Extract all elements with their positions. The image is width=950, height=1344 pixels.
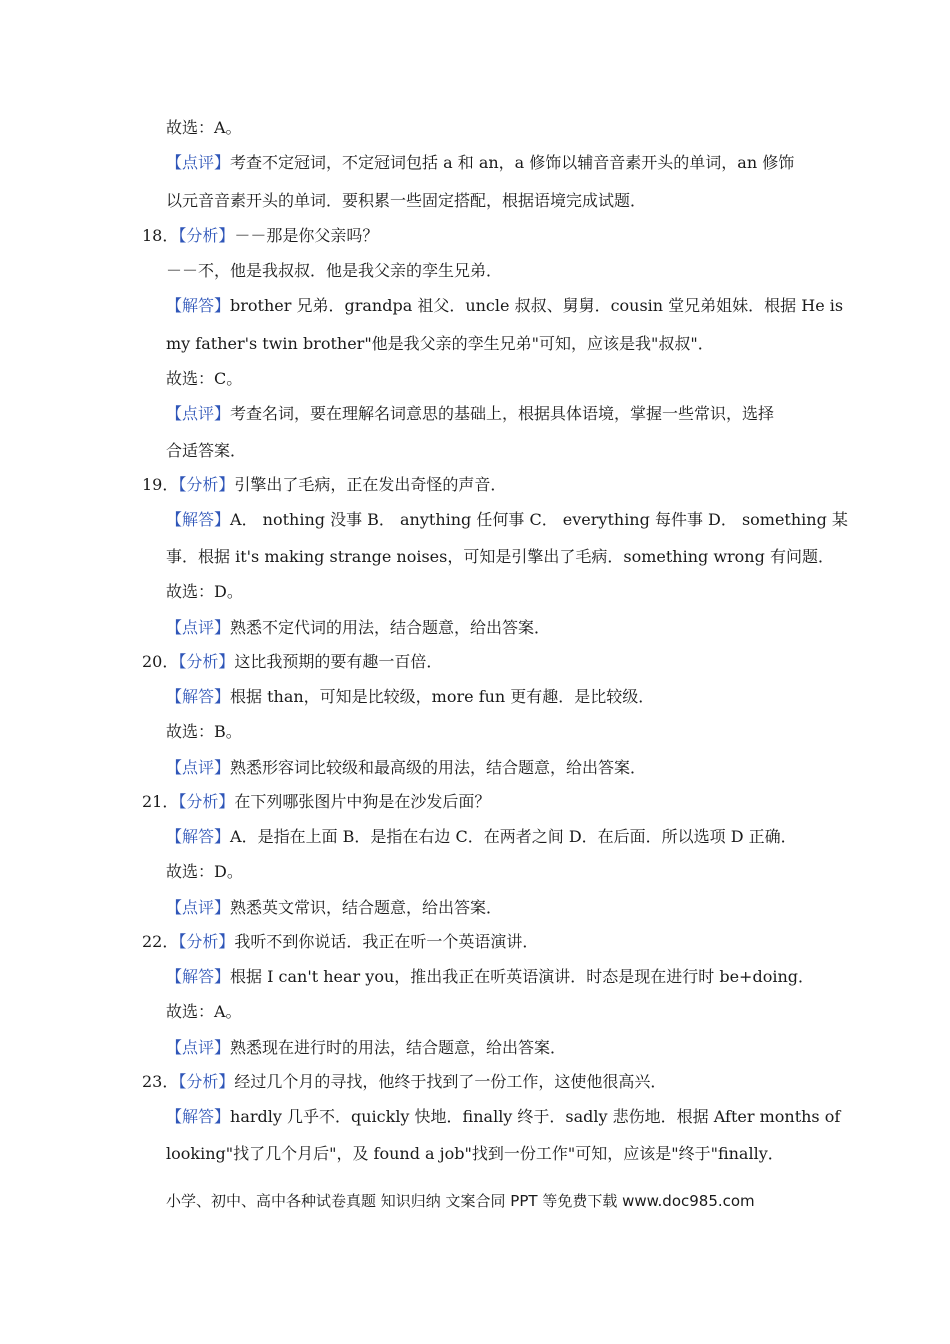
comment-line-cont: 合适答案． (166, 441, 247, 460)
solution-tag: 【解答】 (166, 1107, 231, 1126)
question-22-analysis: 22．【分析】我听不到你说话．我正在听一个英语演讲． (142, 932, 539, 951)
answer-line: 故选：A。 (166, 1002, 242, 1021)
solution-tag: 【解答】 (166, 687, 231, 706)
analysis-tag: 【分析】 (178, 1072, 235, 1091)
answer-line: 故选：D。 (166, 862, 243, 881)
analysis-tag: 【分析】 (178, 475, 235, 494)
analysis-tag: 【分析】 (178, 932, 235, 951)
page-footer: 小学、初中、高中各种试卷真题 知识归纳 文案合同 PPT 等免费下载 www.doc985.com (166, 1192, 755, 1210)
solution-line-cont: looking"找了几个月后"，及 found a job"找到一份工作"可知，应该是"终于"finally． (166, 1144, 784, 1163)
answer-line: 故选：A。 (166, 118, 242, 137)
solution-line: 【解答】brother 兄弟．grandpa 祖父．uncle 叔叔、舅舅．cousin 堂兄弟姐妹．根据 He is (166, 296, 844, 315)
comment-line: 【点评】熟悉现在进行时的用法，结合题意，给出答案． (166, 1038, 567, 1057)
comment-tag: 【点评】 (166, 618, 231, 637)
comment-tag: 【点评】 (166, 153, 231, 172)
solution-line-cont: 事．根据 it's making strange noises，可知是引擎出了毛病．something wrong 有问题． (166, 547, 834, 566)
comment-tag: 【点评】 (166, 758, 231, 777)
answer-line: 故选：D。 (166, 582, 243, 601)
comment-line: 【点评】考查名词，要在理解名词意思的基础上，根据具体语境，掌握一些常识，选择 (166, 404, 775, 423)
comment-line: 【点评】考查不定冠词，不定冠词包括 a 和 an，a 修饰以辅音音素开头的单词，an 修饰 (166, 153, 795, 172)
comment-tag: 【点评】 (166, 404, 231, 423)
comment-line: 【点评】熟悉英文常识，结合题意，给出答案． (166, 898, 503, 917)
solution-tag: 【解答】 (166, 296, 231, 315)
question-18-analysis: 18．【分析】－－那是你父亲吗？ (142, 226, 379, 245)
comment-line: 【点评】熟悉形容词比较级和最高级的用法，结合题意，给出答案． (166, 758, 647, 777)
solution-line: 【解答】A．是指在上面 B．是指在右边 C．在两者之间 D．在后面．所以选项 D 正确． (166, 827, 797, 846)
solution-line-cont: my father's twin brother"他是我父亲的孪生兄弟"可知，应该是我"叔叔"． (166, 334, 714, 353)
solution-line: 【解答】根据 than，可知是比较级，more fun 更有趣．是比较级． (166, 687, 655, 706)
comment-tag: 【点评】 (166, 1038, 231, 1057)
analysis-tag: 【分析】 (178, 652, 235, 671)
solution-tag: 【解答】 (166, 510, 231, 529)
answer-line: 故选：B。 (166, 722, 242, 741)
analysis-tag: 【分析】 (178, 792, 235, 811)
comment-line: 【点评】熟悉不定代词的用法，结合题意，给出答案． (166, 618, 551, 637)
question-19-analysis: 19．【分析】引擎出了毛病，正在发出奇怪的声音． (142, 475, 507, 494)
solution-tag: 【解答】 (166, 827, 231, 846)
analysis-tag: 【分析】 (178, 226, 235, 245)
comment-line-cont: 以元音音素开头的单词．要积累一些固定搭配，根据语境完成试题． (166, 191, 647, 210)
comment-tag: 【点评】 (166, 898, 231, 917)
question-23-analysis: 23．【分析】经过几个月的寻找，他终于找到了一份工作，这使他很高兴． (142, 1072, 667, 1091)
solution-line: 【解答】A． nothing 没事 B． anything 任何事 C． everything 每件事 D． something 某 (166, 510, 848, 529)
question-21-analysis: 21．【分析】在下列哪张图片中狗是在沙发后面？ (142, 792, 491, 811)
question-20-analysis: 20．【分析】这比我预期的要有趣一百倍． (142, 652, 443, 671)
solution-line: 【解答】hardly 几乎不．quickly 快地．finally 终于．sadly 悲伤地．根据 After months of (166, 1107, 841, 1126)
solution-tag: 【解答】 (166, 967, 231, 986)
solution-line: 【解答】根据 I can't hear you，推出我正在听英语演讲．时态是现在进行时 be+doing． (166, 967, 814, 986)
answer-line: 故选：C。 (166, 369, 243, 388)
analysis-line-cont: －－不，他是我叔叔．他是我父亲的孪生兄弟． (166, 261, 503, 280)
